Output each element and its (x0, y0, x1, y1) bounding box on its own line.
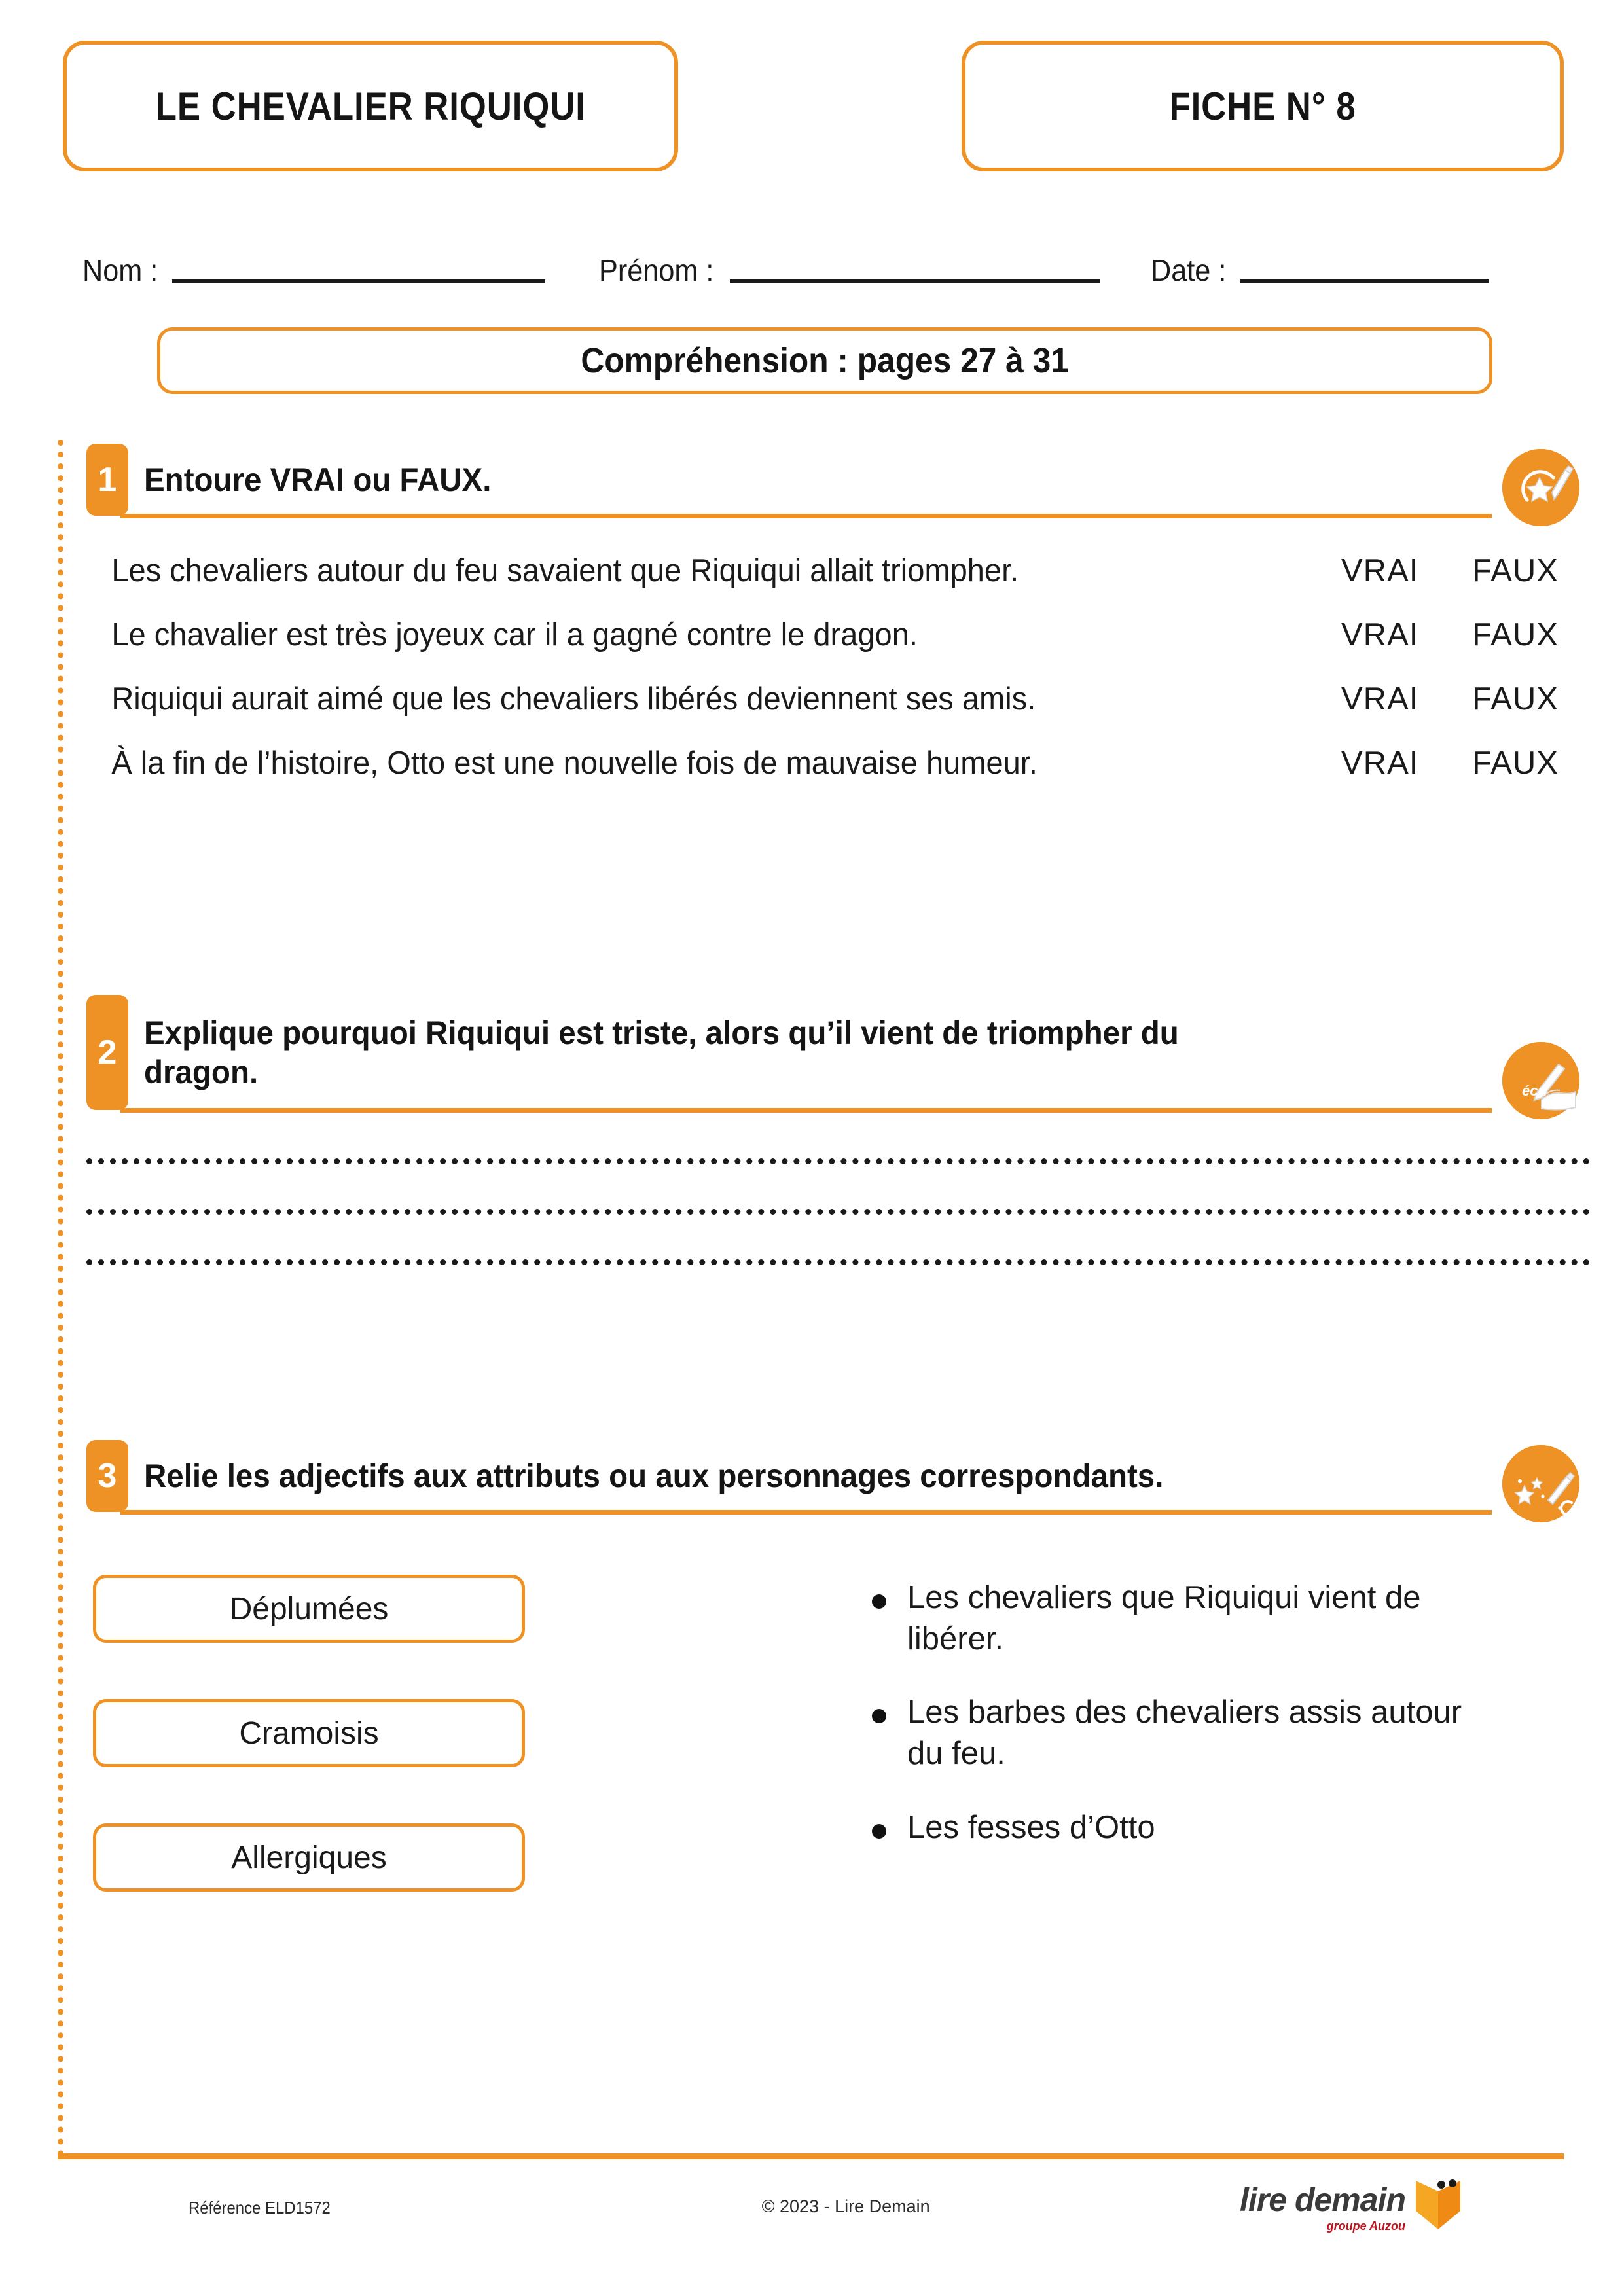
worksheet-title: LE CHEVALIER RIQUIQUI (155, 84, 586, 128)
identity-row (82, 242, 1564, 288)
date-label: Date : (1151, 253, 1227, 287)
exercise-1-number-badge: 1 (86, 444, 128, 516)
exercise-3-title: Relie les adjectifs aux attributs ou aux personnages correspondants. (144, 1458, 1164, 1494)
exercise-3 (86, 1440, 1590, 1948)
adjective-label: Allergiques (231, 1840, 387, 1875)
vrai-option[interactable]: VRAI (1341, 553, 1419, 588)
nom-input-rule[interactable] (172, 279, 545, 283)
vrai-faux-row (86, 552, 1590, 589)
page-footer (58, 2179, 1564, 2271)
exercise-3-underline (120, 1510, 1492, 1515)
open-book-icon (1411, 2178, 1467, 2238)
exercise-1-underline (120, 514, 1492, 518)
exercise-2 (86, 995, 1590, 1310)
prenom-field[interactable] (599, 253, 1100, 288)
svg-text:écri: écri (1522, 1083, 1548, 1099)
footer-copyright: © 2023 - Lire Demain (761, 2197, 930, 2216)
vrai-faux-row (86, 745, 1590, 781)
exercise-1 (86, 444, 1590, 809)
answer-line[interactable] (86, 1259, 1590, 1265)
exercise-2-title: Explique pourquoi Riquiqui est triste, alors qu’il vient de triompher du dragon. (144, 1014, 1179, 1090)
target-label: Les fesses d’Otto (907, 1809, 1155, 1845)
section-banner-label: Compréhension : pages 27 à 31 (581, 341, 1069, 380)
exercise-2-header (86, 995, 1590, 1110)
target-label: Les chevaliers que Riquiqui vient de libérer. (907, 1580, 1421, 1657)
exercise-1-statement-list (86, 552, 1590, 781)
adjective-box[interactable] (93, 1823, 525, 1892)
vrai-option[interactable]: VRAI (1341, 617, 1419, 653)
adjective-column (86, 1575, 525, 1948)
exercise-2-underline (120, 1108, 1492, 1113)
sheet-number: FICHE N° 8 (1169, 84, 1356, 128)
exercise-2-number-badge: 2 (86, 995, 128, 1110)
target-item[interactable] (872, 1807, 1590, 1848)
exercise-1-title: Entoure VRAI ou FAUX. (144, 461, 492, 498)
answer-line[interactable] (86, 1209, 1590, 1215)
statement-text: Les chevaliers autour du feu savaient que Riquiqui allait triompher. (111, 553, 1019, 588)
logo-name: lire demain (1240, 2181, 1405, 2218)
sheet-number-box (962, 41, 1564, 171)
page-header (63, 41, 1564, 171)
exercise-3-number-badge: 3 (86, 1440, 128, 1512)
exercise-1-header (86, 444, 1590, 516)
exercise-2-answer-lines (86, 1158, 1590, 1265)
star-pen-circle-icon (1502, 449, 1579, 526)
bullet-icon (872, 1824, 886, 1839)
adjective-label: Cramoisis (239, 1715, 379, 1751)
bullet-icon (872, 1709, 886, 1723)
vrai-option[interactable]: VRAI (1341, 745, 1419, 781)
worksheet-title-box (63, 41, 678, 171)
nom-field[interactable] (82, 253, 545, 288)
faux-option[interactable]: FAUX (1472, 617, 1559, 653)
statement-text: Riquiqui aurait aimé que les chevaliers libérés deviennent ses amis. (111, 681, 1036, 717)
footer-divider (58, 2153, 1564, 2159)
nom-label: Nom : (82, 253, 158, 287)
date-input-rule[interactable] (1240, 279, 1489, 283)
footer-reference: Référence ELD1572 (189, 2198, 331, 2217)
faux-option[interactable]: FAUX (1472, 553, 1559, 588)
section-banner (157, 327, 1492, 394)
statement-text: Le chavalier est très joyeux car il a gagné contre le dragon. (111, 617, 918, 653)
logo-subtitle: groupe Auzou (1326, 2219, 1405, 2233)
date-field[interactable] (1151, 253, 1489, 288)
magic-wand-stars-circle-icon (1502, 1445, 1579, 1522)
vrai-faux-row (86, 617, 1590, 653)
bullet-icon (872, 1594, 886, 1609)
target-item[interactable] (872, 1577, 1590, 1659)
writing-hand-circle-icon (1502, 1042, 1579, 1119)
vrai-faux-row (86, 681, 1590, 717)
adjective-box[interactable] (93, 1575, 525, 1643)
target-item[interactable] (872, 1692, 1590, 1774)
prenom-label: Prénom : (598, 253, 714, 287)
adjective-label: Déplumées (229, 1591, 389, 1626)
statement-text: À la fin de l’histoire, Otto est une nouvelle fois de mauvaise humeur. (111, 745, 1038, 781)
publisher-logo (1240, 2183, 1467, 2238)
target-label: Les barbes des chevaliers assis autour du feu. (907, 1695, 1462, 1772)
faux-option[interactable]: FAUX (1472, 681, 1559, 717)
exercise-3-matching-area (86, 1575, 1590, 1948)
left-dotted-margin (58, 440, 63, 2157)
faux-option[interactable]: FAUX (1472, 745, 1559, 781)
exercise-3-header (86, 1440, 1590, 1512)
prenom-input-rule[interactable] (730, 279, 1100, 283)
answer-line[interactable] (86, 1158, 1590, 1164)
adjective-box[interactable] (93, 1699, 525, 1767)
target-column (525, 1575, 1590, 1948)
vrai-option[interactable]: VRAI (1341, 681, 1419, 717)
